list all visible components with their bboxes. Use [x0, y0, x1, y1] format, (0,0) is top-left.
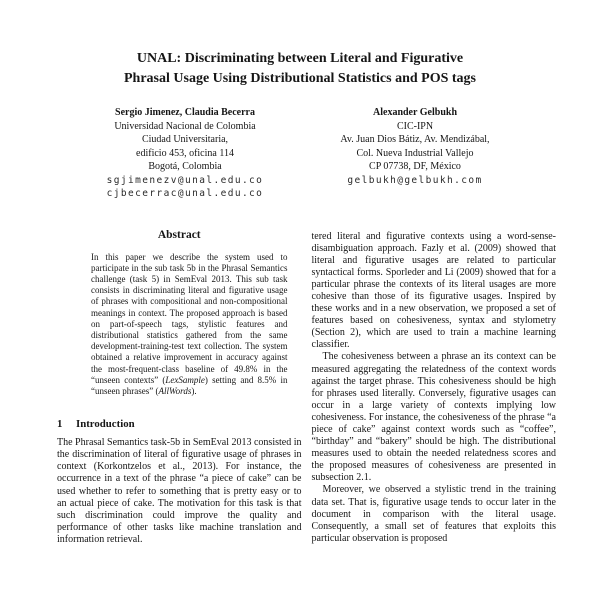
author-affiliation-line: Av. Juan Dios Bátiz, Av. Mendizábal,	[340, 134, 490, 145]
authors-row	[70, 106, 530, 201]
two-column-body	[0, 229, 600, 546]
section-title: Introduction	[76, 418, 135, 431]
section-heading-introduction	[57, 418, 302, 430]
author-name: Alexander Gelbukh	[373, 107, 457, 118]
body-paragraph: Moreover, we observed a stylistic trend in the training data set. That is, figurative usage tends to occur later in the document in comparison with the literal usage. Consequently, a small set of features that exploits this particular observation is proposed	[311, 484, 556, 544]
author-affiliation-line: Bogotá, Colombia	[148, 161, 222, 172]
paper-title-line-1: UNAL: Discriminating between Literal and Figurative	[136, 51, 464, 66]
abstract-heading: Abstract	[157, 228, 201, 241]
author-affiliation-line: Universidad Nacional de Colombia	[114, 120, 256, 132]
paper-title-line-2: Phrasal Usage Using Distributional Statistics and POS tags	[124, 71, 476, 86]
column-right	[312, 229, 557, 546]
author-block-left	[70, 106, 300, 201]
author-name: Sergio Jimenez, Claudia Becerra	[115, 107, 255, 118]
author-affiliation-line: Ciudad Universitaria,	[141, 134, 229, 145]
column-left	[57, 229, 302, 546]
intro-paragraph: The Phrasal Semantics task-5b in SemEval 2013 consisted in the discrimination of literal of figurative usage of phrases in context (Korkontzelos et al., 2013). For instance, the occurrence in a text of the phrase “a piece of cake” can be used whether to refer to something that is pretty easy or to an actual piece of cake. The motivation for this task is that such discrimination could improve the quality and performance of other tasks like machine translation and information retrieval.	[57, 437, 302, 545]
author-block-right	[300, 106, 530, 201]
author-affiliation-line: Col. Nueva Industrial Vallejo	[356, 147, 474, 159]
author-email: sgjimenezv@unal.edu.co	[106, 174, 264, 186]
author-affiliation-line: edificio 453, oficina 114	[136, 147, 234, 159]
author-affiliation-line: CP 07738, DF, México	[369, 161, 461, 172]
author-affiliation-line: CIC-IPN	[396, 120, 434, 132]
author-email: cjbecerrac@unal.edu.co	[106, 188, 264, 199]
author-email: gelbukh@gelbukh.com	[347, 174, 483, 186]
body-paragraph: The cohesiveness between a phrase an its context can be measured aggregating the relatedness of the context words against the target phrase. This cohesiveness should be high for phrases used literally. Conversely, figurative usages can occur in a large variety of contexts implying low cohesiveness. For instance, the cohesiveness of the phrase “a piece of cake” against context words such as “coffee”, “birthday” and “bakery” should be high. The distributional measures used to obtain the needed relatedness scores and the proposed measures of cohesiveness are presented in subsection 2.1.	[311, 351, 556, 484]
abstract-body: In this paper we describe the system used to participate in the sub task 5b in the Phrasal Semantics challenge (task 5) in SemEval 2013. This sub task consists in discriminating literal and figurative usage of phrases with compositional and non-compositional meanings in context. The proposed approach is based on part-of-speech tags, stylistic features and distributional statistics gathered from the same development-training-test text collection. The system obtained a relative improvement in accuracy against the most-frequent-class baseline of 49.8% in the “unseen contexts” (LexSample) setting and 8.5% in “unseen phrases” (AllWords).	[91, 251, 288, 396]
paper-title	[0, 49, 600, 89]
body-paragraph: tered literal and figurative contexts using a word-sense-disambiguation approach. Fazly et al. (2009) showed that literal and figurative usages are related to particular syntactical forms. Sporleder and Li (2009) showed that for a particular phrase the contexts of its literal usages are more cohesive than those of its figurative usages. Inspired by these works and in a new observation, we proposed a set of features based on cohesiveness, syntax and stylometry (Section 2), which are used to train a machine learning classifier.	[311, 230, 556, 351]
section-number: 1	[57, 418, 63, 431]
